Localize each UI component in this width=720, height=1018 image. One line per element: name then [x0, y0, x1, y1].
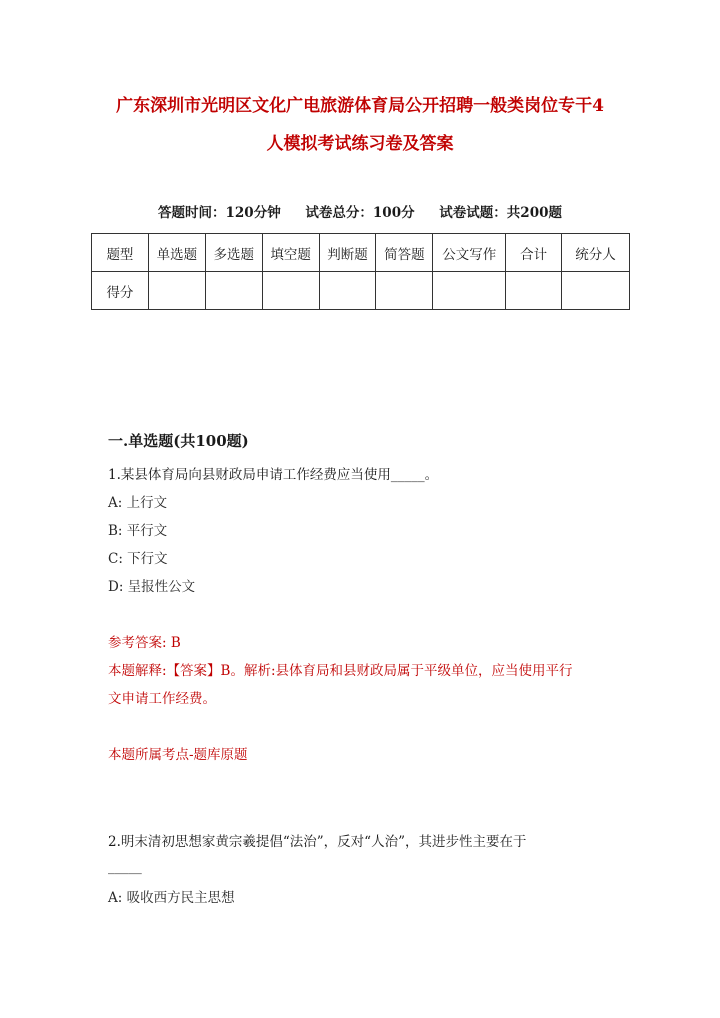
- section-title: 一.单选题(共100题): [108, 432, 249, 450]
- score-table: [91, 233, 630, 310]
- score-cell: [319, 272, 376, 310]
- question-1-option-d: D: 呈报性公文: [108, 579, 196, 595]
- question-1-stem: 1.某县体育局向县财政局申请工作经费应当使用_____。: [108, 467, 439, 483]
- document-title-line2: 人模拟考试练习卷及答案: [266, 134, 454, 154]
- exam-total-score: 试卷总分：100分: [305, 205, 415, 221]
- question-1-option-c: C: 下行文: [108, 551, 168, 567]
- header-cell: 公文写作: [433, 234, 506, 272]
- header-cell: 统分人: [562, 234, 630, 272]
- score-table-score-row: [92, 272, 630, 310]
- score-table-header-row: [92, 234, 630, 272]
- question-2-blank: _____: [108, 859, 142, 875]
- header-cell: 多选题: [205, 234, 262, 272]
- question-1-knowledge-point: 本题所属考点-题库原题: [108, 747, 248, 763]
- score-cell: [205, 272, 262, 310]
- question-2-option-a: A: 吸收西方民主思想: [108, 890, 235, 906]
- exam-meta: [0, 201, 720, 221]
- question-1-answer: 参考答案: B: [108, 635, 181, 651]
- question-2-stem: 2.明末清初思想家黄宗羲提倡“法治”，反对“人治”，其进步性主要在于: [108, 834, 527, 850]
- question-1-explanation-line2: 文申请工作经费。: [108, 691, 216, 707]
- row-label-cell: 得分: [92, 272, 149, 310]
- question-1-option-a: A: 上行文: [108, 495, 168, 511]
- exam-time: 答题时间：120分钟: [158, 205, 281, 221]
- question-1-explanation-line1: 本题解释:【答案】B。解析:县体育局和县财政局属于平级单位，应当使用平行: [108, 663, 573, 679]
- score-cell: [376, 272, 433, 310]
- exam-question-count: 试卷试题：共200题: [439, 205, 562, 221]
- header-cell: 合计: [506, 234, 562, 272]
- header-cell: 单选题: [148, 234, 205, 272]
- header-cell: 填空题: [262, 234, 319, 272]
- score-cell: [506, 272, 562, 310]
- document-title-line1: 广东深圳市光明区文化广电旅游体育局公开招聘一般类岗位专干4: [116, 96, 604, 116]
- question-1-option-b: B: 平行文: [108, 523, 168, 539]
- header-cell: 简答题: [376, 234, 433, 272]
- header-cell: 题型: [92, 234, 149, 272]
- score-cell: [562, 272, 630, 310]
- score-cell: [262, 272, 319, 310]
- score-cell: [148, 272, 205, 310]
- header-cell: 判断题: [319, 234, 376, 272]
- score-cell: [433, 272, 506, 310]
